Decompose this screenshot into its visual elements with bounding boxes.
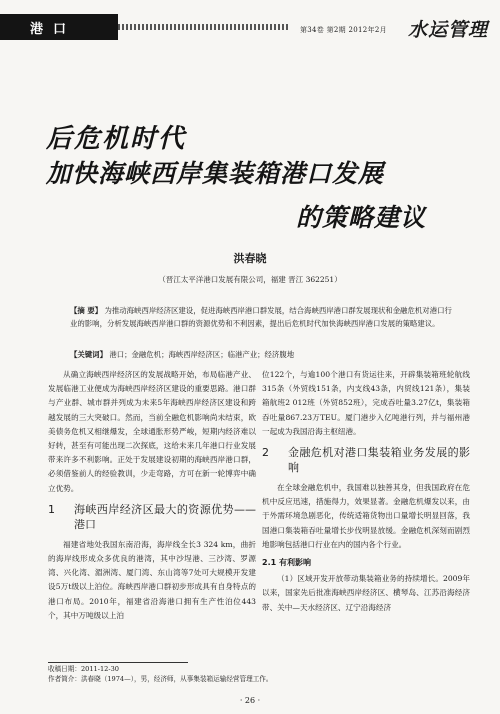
keywords-label: 【关键词】 [70, 350, 107, 359]
section-2-heading [262, 445, 470, 475]
journal-logo: 水运管理 [408, 19, 489, 41]
title-line-1: 后危机时代 [46, 124, 187, 154]
page-number: · 26 · [239, 696, 261, 705]
author-name: 洪春晓 [233, 252, 267, 265]
title-line-3: 的策略建议 [296, 203, 427, 232]
section-1-title: 海峡西岸经济区最大的资源优势——港口 [74, 502, 256, 531]
subsection-2-1-paragraph: （1）区域开发开放带动集装箱业务的持续增长。2009年以来，国家先后批准海峡西岸经济区、横琴岛、江苏沿海经济带、关中—天水经济区、辽宁沿海经济 [262, 574, 470, 612]
footnote-author-bio: 作者简介：洪春晓（1974—），男，经济师，从事集装箱运输经营管理工作。 [48, 675, 273, 683]
abstract [70, 304, 454, 330]
section-1-heading [48, 502, 256, 532]
footnote-divider [48, 662, 188, 663]
subsection-2-1-heading: 2.1 有利影响 [262, 558, 311, 568]
header-section-label: 港口 [30, 22, 77, 37]
keywords [70, 348, 454, 361]
right-column [262, 368, 470, 615]
keywords-text: 港口；金融危机；海峡西岸经济区；临港产业；经济腹地 [109, 350, 295, 359]
abstract-text: 为推动海峡西岸经济区建设，促进海峡西岸港口群发展，结合海峡西岸港口群发展现状和金融危机对港口行业的影响，分析发展海峡西岸港口群的资源优势和不利因素，提出后危机时代加快海峡西岸港口发展的策略建议。 [70, 306, 452, 328]
left-column [48, 368, 256, 623]
footnote-received-date: 收稿日期：2011-12-30 [48, 665, 119, 673]
title-line-2: 加快海峡西岸集装箱港口发展 [46, 159, 385, 188]
section-2-paragraph: 在全球金融危机中，我国难以独善其身，但我国政府在危机中反应迅速，措施得力，效果显著。金融危机爆发以来，由于外需环境急剧恶化，传统适箱货物出口量增长明显回落，我国港口集装箱吞吐量增长步伐明显放缓。金融危机深刻而剧烈地影响包括港口行业在内的国内各个行业。 [262, 483, 470, 549]
abstract-label: 【摘 要】 [70, 306, 103, 315]
section-2-number: 2 [262, 446, 269, 460]
author-affiliation: （晋江太平洋港口发展有限公司，福建 晋江 362251） [158, 275, 342, 284]
intro-paragraph: 从确立海峡西岸经济区的发展战略开始，布局临港产业、发展临港工业便成为海峡西岸经济区建设的重要思路。港口群与产业群、城市群并列成为未来5年海峡西岸经济区建设和跨越发展的三大突破口。然而，当前全融危机影响尚未结束，欧美债务危机又相继爆发，全球通胀形势严峻，短期内经济难以好转，甚至有可能出现二次探底，这给未来几年港口行业发展带来许多不利影响。正处于发展建设初期的海峡西岸港口群，必须借鉴前人的经验教训，少走弯路，方可在新一轮博弈中确立优势。 [48, 370, 256, 493]
section-1-number: 1 [48, 502, 55, 516]
header-stripe [118, 24, 288, 30]
header-issue-info: 第34卷 第2期 2012年2月 [300, 26, 387, 34]
section-1-paragraph: 福建省地处我国东南沿海，海岸线全长3 324 km，曲折的海岸线形成众多优良的港湾，其中沙埕港、三沙湾、罗源湾、兴化湾、湄洲湾、厦门湾、东山湾等7处可大规模开发建设5万t级以上泊位。海峡西岸港口群初步形成具有自身特点的港口布局。2010年，福建省沿海港口拥有生产性泊位443个，其中万吨级以上泊 [48, 539, 256, 620]
section-2-title: 金融危机对港口集装箱业务发展的影响 [288, 446, 470, 475]
right-continued-paragraph: 位122个，与逾100个港口有货运往来，开辟集装箱班轮航线315条（外贸线151条，内支线43条，内贸线121条），集装箱航班2 012班（外贸852班），完成吞吐量3.27亿t，集装箱吞吐量867.23万TEU。厦门港步入亿吨港行列，并与福州港一起成为我国沿海主枢纽港。 [262, 370, 470, 436]
